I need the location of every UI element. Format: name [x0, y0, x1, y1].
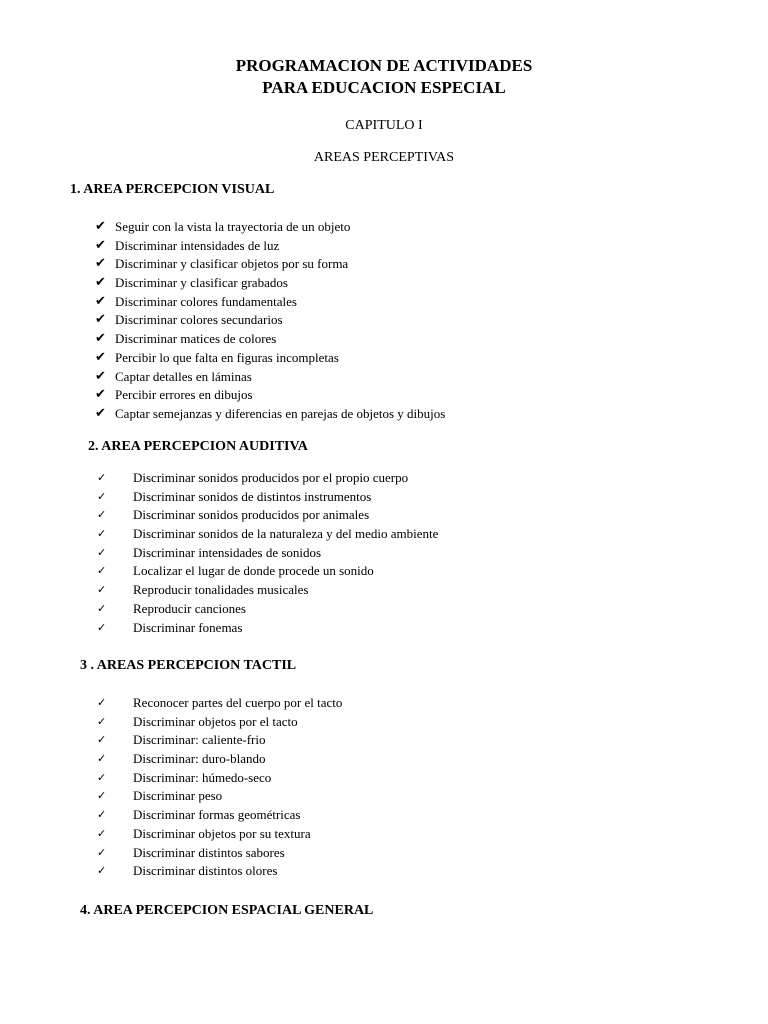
list-item-text: Discriminar intensidades de sonidos [133, 544, 322, 560]
list-item-text: Discriminar fonemas [133, 619, 243, 635]
list-item-text: Discriminar: caliente-frio [133, 732, 266, 748]
check-icon: ✓ [97, 826, 107, 840]
list-item-text: Discriminar formas geométricas [133, 807, 301, 823]
list-item-text: Discriminar: duro-blando [133, 751, 266, 767]
check-icon: ✓ [97, 489, 107, 503]
check-bold-icon: ✔ [95, 349, 106, 365]
check-bold-icon: ✔ [95, 405, 106, 421]
list-item-text: Reproducir canciones [133, 600, 246, 616]
check-icon: ✓ [97, 527, 107, 541]
check-icon: ✓ [97, 696, 107, 709]
list-item-text: Seguir con la vista la trayectoria de un objeto [115, 219, 351, 234]
check-icon: ✓ [97, 620, 107, 634]
check-bold-icon: ✔ [95, 312, 106, 328]
list-item-text: Discriminar y clasificar grabados [115, 275, 288, 291]
list-item-text: Discriminar distintos sabores [133, 844, 285, 860]
section-heading-spatial: 4. AREA PERCEPCION ESPACIAL GENERAL [80, 903, 374, 918]
check-icon: ✓ [97, 564, 107, 578]
check-bold-icon: ✔ [95, 368, 106, 384]
list-item-text: Discriminar colores fundamentales [115, 293, 297, 309]
check-icon: ✓ [97, 770, 107, 784]
list-item-text: Discriminar matices de colores [115, 331, 277, 347]
list-item-text: Discriminar: húmedo-seco [133, 769, 272, 785]
check-bold-icon: ✔ [95, 293, 106, 309]
section-heading-tactile: 3 . AREAS PERCEPCION TACTIL [80, 658, 297, 673]
list-item-text: Discriminar y clasificar objetos por su forma [115, 256, 349, 272]
list-item-text: Discriminar sonidos de distintos instrumentos [133, 488, 372, 504]
chapter-subtitle: AREAS PERCEPTIVAS [313, 150, 455, 165]
check-icon: ✓ [97, 845, 107, 859]
check-icon: ✓ [97, 733, 107, 747]
list-item-text: Captar detalles en láminas [115, 368, 252, 384]
list-item-text: Discriminar sonidos de la naturaleza y del medio ambiente [133, 526, 439, 542]
check-icon: ✓ [97, 601, 107, 615]
list-item-text: Percibir errores en dibujos [115, 387, 253, 403]
check-icon: ✓ [97, 714, 107, 728]
check-icon: ✓ [97, 864, 107, 878]
check-bold-icon: ✔ [95, 256, 106, 272]
list-item-text: Captar semejanzas y diferencias en parejas de objetos y dibujos [115, 405, 446, 421]
list-item-text: Discriminar sonidos producidos por el propio cuerpo [133, 470, 409, 485]
chapter-label: CAPITULO I [345, 118, 423, 133]
document-title-line-2: PARA EDUCACION ESPECIAL [262, 78, 506, 97]
check-icon: ✓ [97, 583, 107, 597]
check-bold-icon: ✔ [95, 331, 106, 347]
check-icon: ✓ [97, 752, 107, 766]
list-item-text: Discriminar objetos por el tacto [133, 713, 298, 729]
list-item-text: Discriminar distintos olores [133, 863, 278, 879]
list-item-text: Discriminar colores secundarios [115, 312, 283, 328]
check-bold-icon: ✔ [95, 275, 106, 291]
section-heading-visual: 1. AREA PERCEPCION VISUAL [70, 182, 275, 197]
list-item-text: Discriminar sonidos producidos por animales [133, 507, 370, 523]
section-heading-auditory: 2. AREA PERCEPCION AUDITIVA [88, 439, 308, 454]
check-icon: ✓ [97, 808, 107, 822]
check-icon: ✓ [97, 471, 107, 484]
list-item-text: Discriminar peso [133, 788, 223, 804]
list-item-text: Localizar el lugar de donde procede un sonido [133, 563, 374, 579]
check-icon: ✓ [97, 545, 107, 559]
check-icon: ✓ [97, 508, 107, 522]
list-item-text: Discriminar objetos por su textura [133, 825, 311, 841]
check-bold-icon: ✔ [95, 219, 106, 234]
check-bold-icon: ✔ [95, 387, 106, 403]
document-title-line-1: PROGRAMACION DE ACTIVIDADES [235, 56, 533, 75]
list-item-text: Percibir lo que falta en figuras incompletas [115, 349, 339, 365]
list-item-text: Reconocer partes del cuerpo por el tacto [133, 695, 343, 710]
list-item-text: Discriminar intensidades de luz [115, 237, 280, 253]
check-bold-icon: ✔ [95, 237, 106, 253]
list-item-text: Reproducir tonalidades musicales [133, 582, 309, 598]
check-icon: ✓ [97, 789, 107, 803]
